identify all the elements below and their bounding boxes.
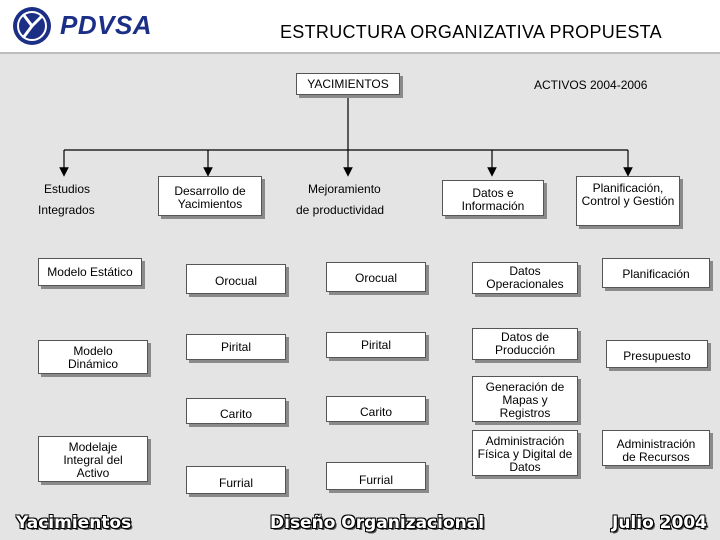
mejoramiento-item-box — [326, 262, 426, 292]
desarrollo-item: Carito — [219, 407, 252, 421]
datos-head-box — [442, 180, 544, 216]
estudios-item-box — [38, 436, 148, 482]
desarrollo-item-box — [186, 334, 286, 360]
datos-head: Datos e Información — [461, 186, 525, 213]
desarrollo-item-box — [186, 264, 286, 294]
desarrollo-item: Furrial — [218, 476, 253, 490]
datos-item: Datos Operacionales — [486, 264, 564, 291]
datos-item-box — [472, 376, 578, 422]
desarrollo-item-box — [186, 398, 286, 424]
planificacion-item-box — [602, 258, 710, 288]
planificacion-item: Administración de Recursos — [616, 437, 696, 464]
estudios-item-box — [38, 340, 148, 374]
planificacion-item-box — [606, 340, 708, 368]
mejoramiento-head-line1: Mejoramiento — [308, 182, 381, 196]
desarrollo-head: Desarrollo de Yacimientos — [174, 184, 246, 211]
datos-item-box — [472, 430, 578, 476]
estudios-head-line1: Estudios — [44, 182, 91, 196]
planificacion-item-box — [602, 430, 710, 466]
desarrollo-item-box — [186, 466, 286, 494]
mejoramiento-item: Orocual — [354, 271, 398, 285]
period-label: ACTIVOS 2004-2006 — [534, 78, 648, 92]
mejoramiento-item-box — [326, 332, 426, 358]
datos-item: Administración Física y Digital de Datos — [477, 434, 573, 474]
planificacion-head-box — [576, 176, 680, 226]
desarrollo-item: Orocual — [214, 274, 258, 288]
logo-text: PDVSA — [60, 10, 153, 40]
estudios-item: Modelo Estático — [47, 265, 133, 279]
root-box — [296, 73, 400, 95]
planificacion-head: Planificación, Control y Gestión — [581, 181, 675, 208]
mejoramiento-item-box — [326, 396, 426, 422]
root-label: YACIMIENTOS — [307, 77, 389, 91]
planificacion-item: Presupuesto — [623, 349, 691, 363]
planificacion-item: Planificación — [622, 267, 690, 281]
footer-center: Diseño Organizacional — [270, 513, 485, 533]
mejoramiento-item-box — [326, 462, 426, 490]
datos-item-box — [472, 328, 578, 360]
estudios-item: Modelaje Integral del Activo — [63, 440, 123, 480]
estudios-item-box — [38, 258, 142, 286]
mejoramiento-head-line2: de productividad — [296, 203, 385, 217]
estudios-head-line2: Integrados — [38, 203, 95, 217]
datos-item: Generación de Mapas y Registros — [485, 380, 565, 420]
mejoramiento-item: Pirital — [360, 338, 391, 352]
page-title: ESTRUCTURA ORGANIZATIVA PROPUESTA — [280, 22, 662, 42]
footer-right: Julio 2004 — [612, 513, 707, 533]
mejoramiento-item: Furrial — [358, 473, 393, 487]
estudios-item: Modelo Dinámico — [67, 344, 118, 371]
datos-item: Datos de Producción — [494, 330, 556, 357]
desarrollo-head-box — [158, 176, 262, 216]
footer-left: Yacimientos — [16, 513, 132, 533]
mejoramiento-item: Carito — [359, 405, 392, 419]
desarrollo-item: Pirital — [220, 340, 251, 354]
datos-item-box — [472, 262, 578, 294]
